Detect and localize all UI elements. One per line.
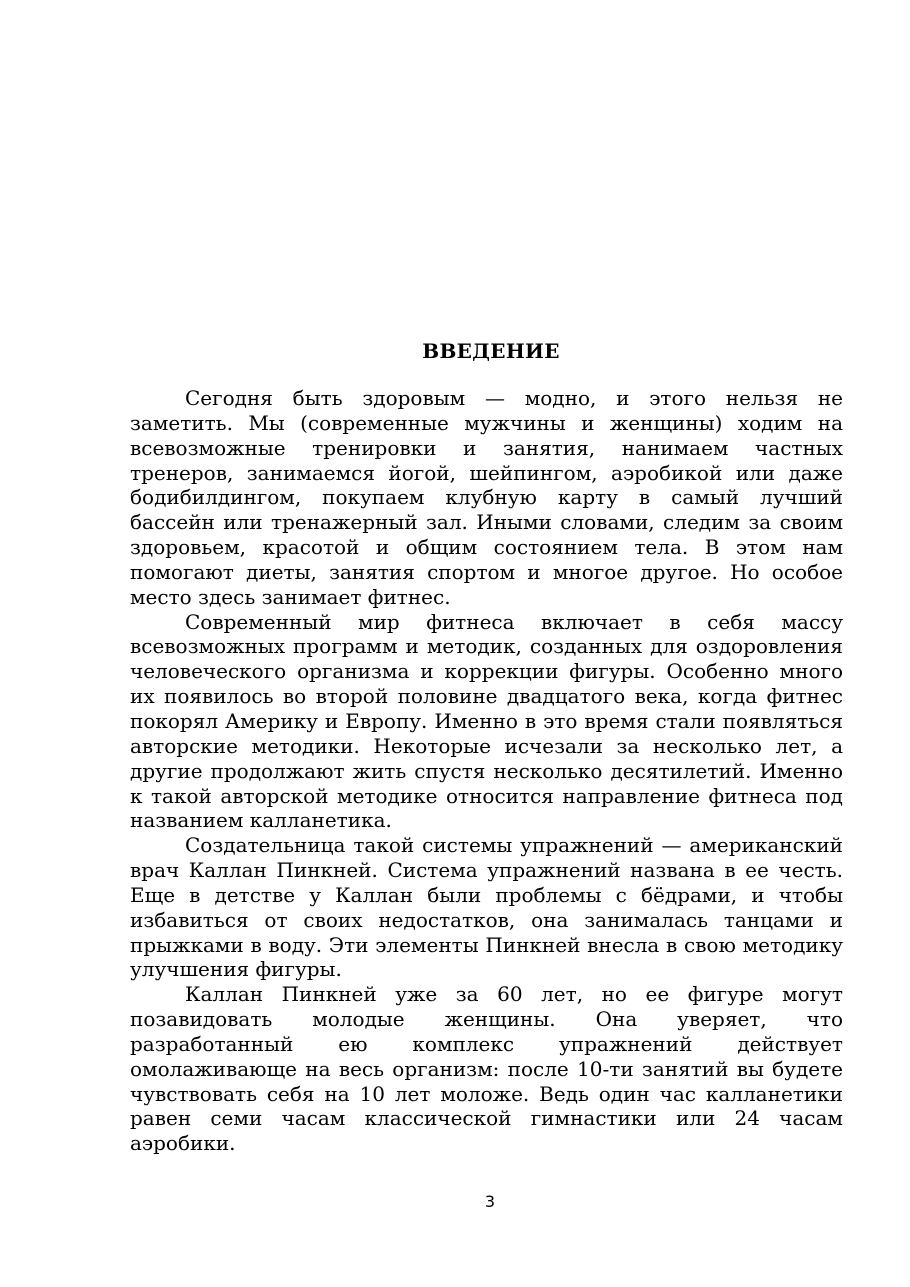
paragraph-4: Каллан Пинкней уже за 60 лет, но ее фигуре могут позавидовать молодые женщины. Она уверяет, что разработанный ею комплекс упражнений действует омолаживающе на весь организм: после 10-ти занятий вы будете чувствовать себя на 10 лет моложе. Ведь один час калланетики равен семи часам классической гимнастики или 24 часам аэробики.: [130, 982, 843, 1156]
body-text: [130, 386, 843, 1156]
paragraph-3: Создательница такой системы упражнений — американский врач Каллан Пинкней. Система упражнений названа в ее честь. Еще в детстве у Каллан были проблемы с бёдрами, и чтобы избавиться от своих недостатков, она занималась танцами и прыжками в воду. Эти элементы Пинкней внесла в свою методику улучшения фигуры.: [130, 833, 843, 982]
section-heading: ВВЕДЕНИЕ: [422, 339, 560, 363]
paragraph-2: Современный мир фитнеса включает в себя массу всевозможных программ и методик, созданных для оздоровления человеческого организма и коррекции фигуры. Особенно много их появилось во второй половине двадцатого века, когда фитнес покорял Америку и Европу. Именно в это время стали появляться авторские методики. Некоторые исчезали за несколько лет, а другие продолжают жить спустя несколько десятилетий. Именно к такой авторской методике относится направление фитнеса под названием калланетика.: [130, 609, 843, 833]
paragraph-1: Сегодня быть здоровым — модно, и этого нельзя не заметить. Мы (современные мужчины и женщины) ходим на всевозможные тренировки и занятия, нанимаем частных тренеров, занимаемся йогой, шейпингом, аэробикой или даже бодибилдингом, покупаем клубную карту в самый лучший бассейн или тренажерный зал. Иными словами, следим за своим здоровьем, красотой и общим состоянием тела. В этом нам помогают диеты, занятия спортом и многое другое. Но особое место здесь занимает фитнес.: [130, 386, 843, 609]
page-number: 3: [484, 1192, 496, 1211]
